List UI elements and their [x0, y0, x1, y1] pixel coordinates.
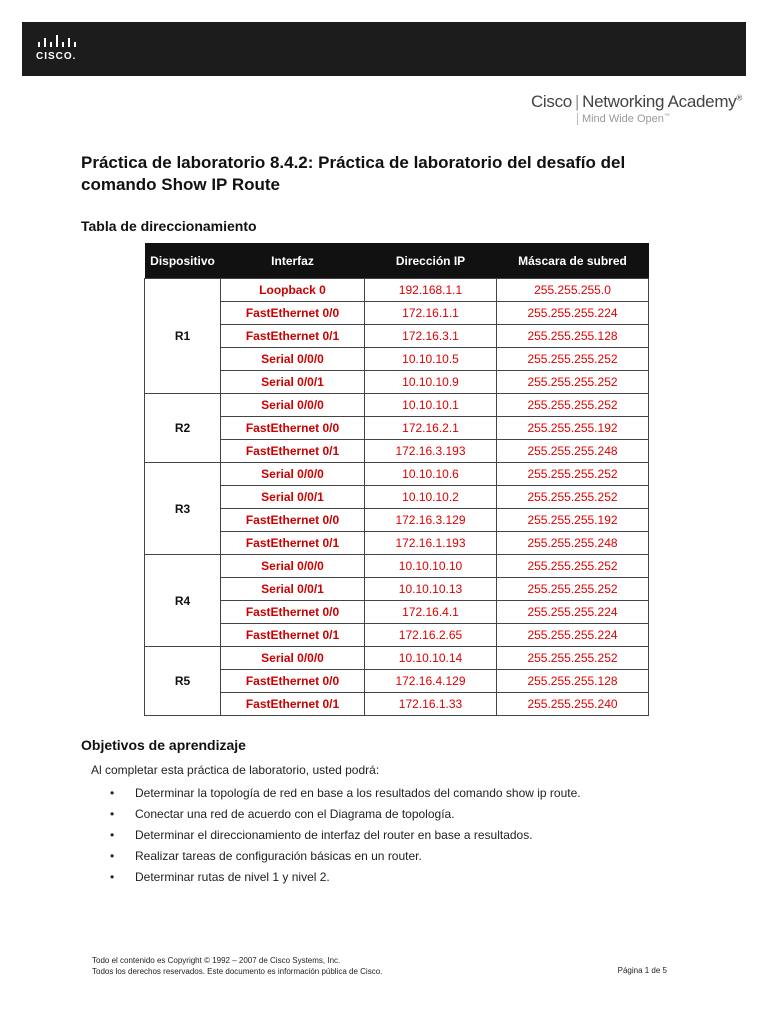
addressing-table-heading: Tabla de direccionamiento — [81, 218, 257, 234]
table-row — [145, 578, 649, 601]
objectives-heading: Objetivos de aprendizaje — [81, 737, 246, 753]
interface-cell: Serial 0/0/1 — [221, 486, 365, 509]
mask-cell: 255.255.255.192 — [497, 509, 649, 532]
mask-cell: 255.255.255.248 — [497, 440, 649, 463]
interface-cell: Serial 0/0/0 — [221, 555, 365, 578]
table-row — [145, 647, 649, 670]
rights-line: Todos los derechos reservados. Este documento es información pública de Cisco. — [92, 967, 383, 976]
addressing-table — [144, 243, 649, 716]
mask-cell: 255.255.255.252 — [497, 647, 649, 670]
ip-cell: 172.16.3.1 — [365, 325, 497, 348]
table-row — [145, 624, 649, 647]
device-cell: R4 — [145, 555, 221, 647]
cisco-logo-text: CISCO. — [36, 51, 77, 62]
mask-cell: 255.255.255.252 — [497, 371, 649, 394]
objectives-list — [110, 785, 581, 890]
interface-cell: FastEthernet 0/1 — [221, 532, 365, 555]
cisco-logo — [36, 34, 86, 66]
ip-cell: 172.16.3.193 — [365, 440, 497, 463]
table-row — [145, 371, 649, 394]
academy-brand: Cisco — [530, 92, 572, 111]
interface-cell: Serial 0/0/1 — [221, 371, 365, 394]
ip-cell: 10.10.10.14 — [365, 647, 497, 670]
mask-cell: 255.255.255.248 — [497, 532, 649, 555]
mask-cell: 255.255.255.252 — [497, 555, 649, 578]
table-row — [145, 532, 649, 555]
header-bar — [22, 22, 746, 76]
mask-cell: 255.255.255.224 — [497, 601, 649, 624]
bullet-icon: • — [110, 870, 115, 884]
bullet-icon: • — [110, 828, 115, 842]
bullet-icon: • — [110, 849, 115, 863]
column-header-device: Dispositivo — [145, 243, 221, 279]
ip-cell: 172.16.1.1 — [365, 302, 497, 325]
interface-cell: Serial 0/0/0 — [221, 348, 365, 371]
mask-cell: 255.255.255.128 — [497, 670, 649, 693]
interface-cell: FastEthernet 0/1 — [221, 624, 365, 647]
table-row — [145, 670, 649, 693]
ip-cell: 172.16.2.1 — [365, 417, 497, 440]
ip-cell: 10.10.10.6 — [365, 463, 497, 486]
device-cell: R5 — [145, 647, 221, 716]
interface-cell: FastEthernet 0/0 — [221, 670, 365, 693]
bullet-icon: • — [110, 807, 115, 821]
ip-cell: 10.10.10.2 — [365, 486, 497, 509]
device-cell: R3 — [145, 463, 221, 555]
mask-cell: 255.255.255.252 — [497, 486, 649, 509]
ip-cell: 10.10.10.10 — [365, 555, 497, 578]
registered-mark: ® — [736, 93, 742, 103]
table-row — [145, 417, 649, 440]
table-row — [145, 555, 649, 578]
interface-cell: FastEthernet 0/1 — [221, 693, 365, 716]
mask-cell: 255.255.255.0 — [497, 279, 649, 302]
device-cell: R1 — [145, 279, 221, 394]
mask-cell: 255.255.255.252 — [497, 463, 649, 486]
device-cell: R2 — [145, 394, 221, 463]
interface-cell: FastEthernet 0/0 — [221, 601, 365, 624]
ip-cell: 172.16.2.65 — [365, 624, 497, 647]
interface-cell: FastEthernet 0/1 — [221, 325, 365, 348]
interface-cell: FastEthernet 0/1 — [221, 440, 365, 463]
ip-cell: 10.10.10.9 — [365, 371, 497, 394]
mask-cell: 255.255.255.192 — [497, 417, 649, 440]
networking-academy-brand: Cisco | Networking Academy® Mind Wide Open™ — [530, 92, 742, 125]
cisco-bridge-icon — [36, 34, 86, 50]
ip-cell: 172.16.4.129 — [365, 670, 497, 693]
table-row — [145, 302, 649, 325]
page-footer — [92, 956, 667, 976]
trademark-mark: ™ — [663, 113, 670, 120]
mask-cell: 255.255.255.240 — [497, 693, 649, 716]
ip-cell: 172.16.1.33 — [365, 693, 497, 716]
interface-cell: FastEthernet 0/0 — [221, 302, 365, 325]
column-header-ip: Dirección IP — [365, 243, 497, 279]
table-row — [145, 325, 649, 348]
table-row — [145, 279, 649, 302]
interface-cell: Serial 0/0/0 — [221, 394, 365, 417]
table-row — [145, 509, 649, 532]
ip-cell: 172.16.3.129 — [365, 509, 497, 532]
mask-cell: 255.255.255.224 — [497, 302, 649, 325]
bullet-icon: • — [110, 786, 115, 800]
mask-cell: 255.255.255.252 — [497, 394, 649, 417]
table-row — [145, 486, 649, 509]
list-item: • Determinar el direccionamiento de interfaz del router en base a resultados. — [110, 828, 533, 842]
ip-cell: 10.10.10.5 — [365, 348, 497, 371]
table-row — [145, 463, 649, 486]
objectives-intro: Al completar esta práctica de laboratorio, usted podrá: — [91, 763, 380, 777]
table-row — [145, 693, 649, 716]
interface-cell: Serial 0/0/0 — [221, 463, 365, 486]
ip-cell: 10.10.10.1 — [365, 394, 497, 417]
copyright-line: Todo el contenido es Copyright © 1992 – 2007 de Cisco Systems, Inc. — [92, 956, 341, 965]
table-header-row — [145, 243, 649, 279]
mask-cell: 255.255.255.252 — [497, 578, 649, 601]
interface-cell: FastEthernet 0/0 — [221, 417, 365, 440]
interface-cell: FastEthernet 0/0 — [221, 509, 365, 532]
list-item: • Determinar rutas de nivel 1 y nivel 2. — [110, 870, 330, 884]
table-row — [145, 348, 649, 371]
column-header-mask: Máscara de subred — [497, 243, 649, 279]
ip-cell: 10.10.10.13 — [365, 578, 497, 601]
interface-cell: Loopback 0 — [221, 279, 365, 302]
column-header-interface: Interfaz — [221, 243, 365, 279]
interface-cell: Serial 0/0/0 — [221, 647, 365, 670]
mask-cell: 255.255.255.128 — [497, 325, 649, 348]
interface-cell: Serial 0/0/1 — [221, 578, 365, 601]
ip-cell: 172.16.1.193 — [365, 532, 497, 555]
document-title: Práctica de laboratorio 8.4.2: Práctica de laboratorio del desafío del comando Show IP Route — [81, 153, 626, 194]
table-row — [145, 440, 649, 463]
ip-cell: 192.168.1.1 — [365, 279, 497, 302]
list-item: • Conectar una red de acuerdo con el Diagrama de topología. — [110, 807, 455, 821]
academy-name: Networking Academy — [582, 92, 737, 111]
page-number: Página 1 de 5 — [617, 966, 667, 975]
list-item: • Determinar la topología de red en base a los resultados del comando show ip route. — [110, 786, 581, 800]
table-row — [145, 601, 649, 624]
ip-cell: 172.16.4.1 — [365, 601, 497, 624]
mask-cell: 255.255.255.224 — [497, 624, 649, 647]
list-item: • Realizar tareas de configuración básicas en un router. — [110, 849, 422, 863]
table-row — [145, 394, 649, 417]
mask-cell: 255.255.255.252 — [497, 348, 649, 371]
academy-tagline: Mind Wide Open — [581, 113, 664, 125]
